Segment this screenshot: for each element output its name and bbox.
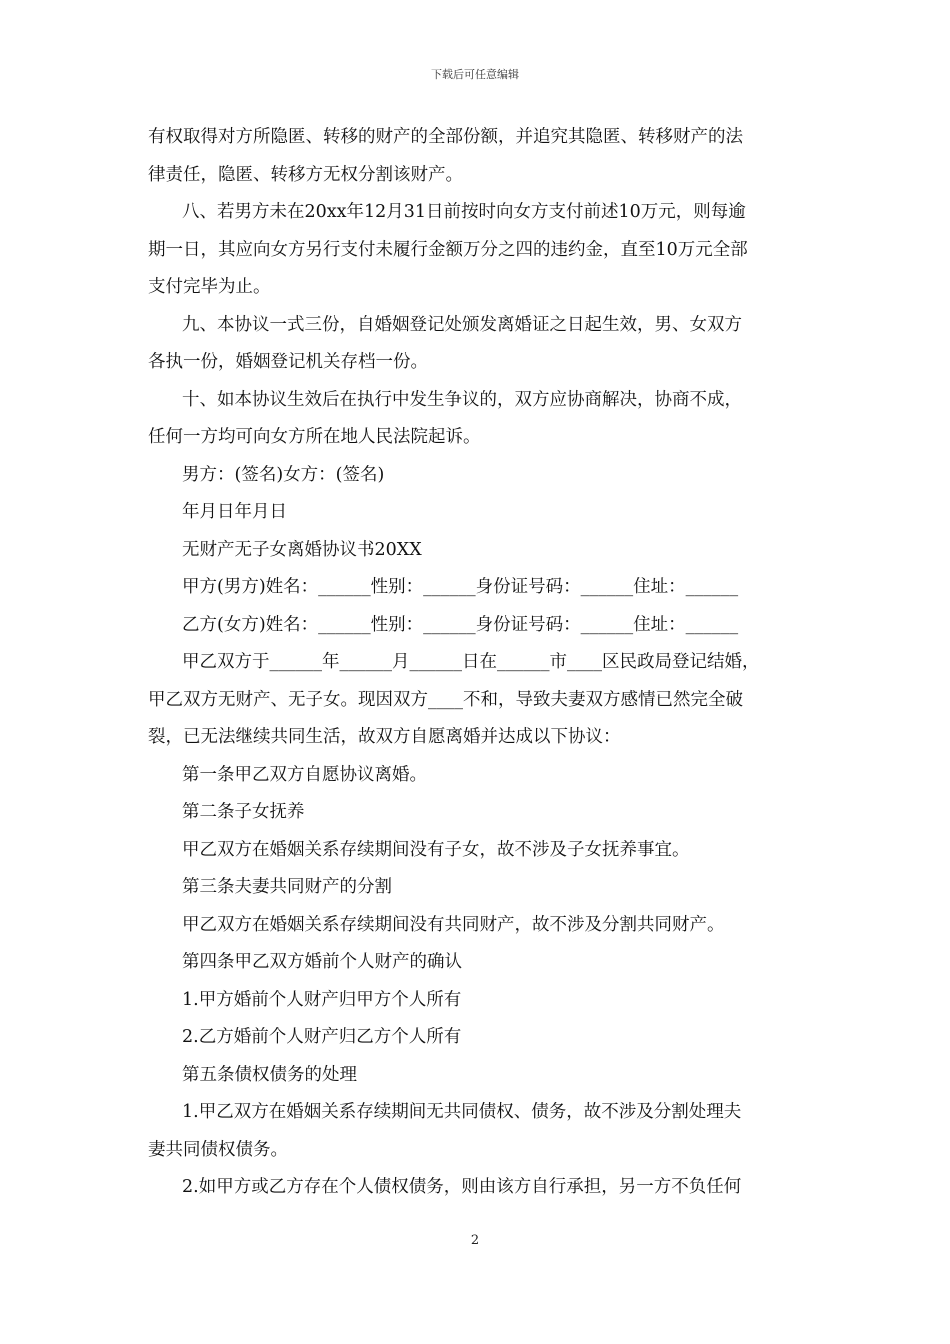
paragraph-line: 任何一方均可向女方所在地人民法院起诉。 — [148, 427, 481, 447]
paragraph-line: 期一日，其应向女方另行支付未履行金额万分之四的违约金，直至10万元全部 — [148, 239, 748, 260]
paragraph-line: 各执一份，婚姻登记机关存档一份。 — [148, 352, 428, 372]
article-heading: 第一条甲乙双方自愿协议离婚。 — [182, 764, 427, 785]
paragraph-line: 甲乙双方无财产、无子女。现因双方____不和，导致夫妻双方感情已然完全破 — [148, 689, 743, 710]
paragraph-line: 十、如本协议生效后在执行中发生争议的，双方应协商解决，协商不成， — [182, 389, 742, 410]
agreement-title: 无财产无子女离婚协议书20XX — [182, 539, 422, 560]
paragraph-line: 裂，已无法继续共同生活，故双方自愿离婚并达成以下协议： — [148, 727, 621, 747]
party-a-line: 甲方(男方)姓名：______性别：______身份证号码：______住址：______ — [182, 577, 739, 597]
paragraph-line: 支付完毕为止。 — [148, 277, 271, 297]
list-item: 2.如甲方或乙方存在个人债权债务，则由该方自行承担，另一方不负任何 — [182, 1177, 742, 1197]
list-item: 2.乙方婚前个人财产归乙方个人所有 — [182, 1027, 462, 1047]
paragraph-line: 甲乙双方于______年______月______日在______市____区民政局登记结婚， — [182, 652, 760, 672]
paragraph-line: 甲乙双方在婚姻关系存续期间没有子女，故不涉及子女抚养事宜。 — [182, 839, 690, 860]
article-heading: 第四条甲乙双方婚前个人财产的确认 — [182, 952, 462, 972]
signature-line: 男方：(签名)女方：(签名) — [182, 464, 385, 485]
list-item: 1.甲乙双方在婚姻关系存续期间无共同债权、债务，故不涉及分割处理夫 — [182, 1102, 742, 1122]
party-b-line: 乙方(女方)姓名：______性别：______身份证号码：______住址：______ — [182, 614, 739, 635]
paragraph-line: 八、若男方未在20xx年12月31日前按时向女方支付前述10万元，则每逾 — [182, 202, 746, 222]
document-body — [148, 119, 808, 1207]
page-number: 2 — [470, 1233, 480, 1248]
page-header: 下载后可任意编辑 — [431, 68, 519, 81]
article-heading: 第二条子女抚养 — [182, 802, 305, 822]
paragraph-line: 律责任，隐匿、转移方无权分割该财产。 — [148, 164, 463, 185]
date-line: 年月日年月日 — [182, 502, 287, 522]
list-item: 1.甲方婚前个人财产归甲方个人所有 — [182, 989, 462, 1010]
article-heading: 第三条夫妻共同财产的分割 — [182, 877, 392, 897]
paragraph-line: 有权取得对方所隐匿、转移的财产的全部份额，并追究其隐匿、转移财产的法 — [148, 127, 743, 147]
paragraph-line: 甲乙双方在婚姻关系存续期间没有共同财产，故不涉及分割共同财产。 — [182, 914, 725, 935]
paragraph-line: 九、本协议一式三份，自婚姻登记处颁发离婚证之日起生效，男、女双方 — [182, 314, 742, 335]
article-heading: 第五条债权债务的处理 — [182, 1064, 357, 1085]
paragraph-line: 妻共同债权债务。 — [148, 1139, 288, 1160]
